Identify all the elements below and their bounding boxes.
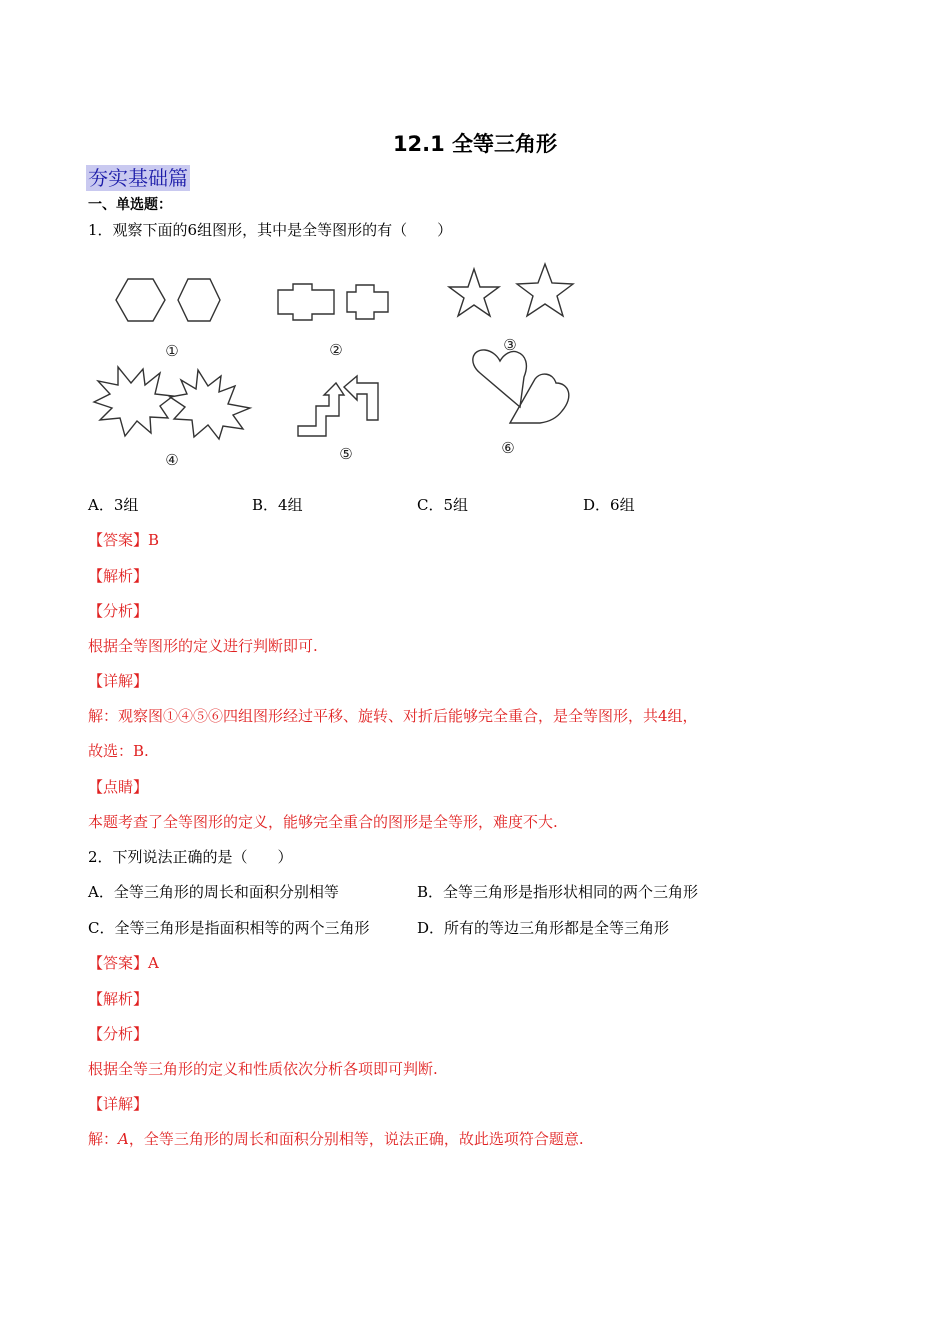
turn-arrow-shape [344,376,378,420]
q1-jiexi: 【解析】 [88,567,149,585]
hexagon-shape [178,279,220,321]
q2-option-letter: A [118,1130,129,1148]
step-arrow-shape [298,383,344,436]
q1-fenxi: 【分析】 [88,602,149,620]
q2-xiangjie-body: ，全等三角形的周长和面积分别相等，说法正确，故此选项符合题意. [128,1130,584,1148]
q2-xiangjie-text [88,1128,584,1149]
q2-stem: 2．下列说法正确的是（ ） [88,848,293,866]
section-heading: 夯实基础篇 [88,166,188,190]
q1-option-b: B．4组 [252,496,303,514]
q1-option-c: C．5组 [417,496,469,514]
q2-jiexi: 【解析】 [88,990,149,1008]
figure-label: ④ [165,451,179,469]
cross-shape [347,285,388,319]
q1-dianjing-text: 本题考查了全等图形的定义，能够完全重合的图形是全等形，难度不大. [88,813,558,831]
star-shape [449,269,499,316]
q1-option-d: D．6组 [583,496,635,514]
q1-figure [88,255,588,480]
q1-fenxi-text: 根据全等图形的定义进行判断即可. [88,637,318,655]
figure-label: ⑥ [501,439,515,457]
q1-option-a: A．3组 [88,496,139,514]
hexagon-shape [116,279,165,321]
q1-dianjing: 【点睛】 [88,778,149,796]
star-shape [517,264,573,316]
cross-shape [278,284,334,320]
burst-shape [94,367,173,436]
q2-xiangjie: 【详解】 [88,1095,149,1113]
q2-option-b: B．全等三角形是指形状相同的两个三角形 [417,883,699,901]
figure-label: ⑤ [339,445,353,463]
q2-fenxi-text: 根据全等三角形的定义和性质依次分析各项即可判断. [88,1060,438,1078]
q2-option-a: A．全等三角形的周长和面积分别相等 [88,883,339,901]
q1-xiangjie-line2: 故选：B. [88,742,149,760]
q2-answer: 【答案】A [88,954,159,972]
heart-shape [473,350,527,407]
part-heading: 一、单选题： [88,197,172,213]
burst-shape [170,370,250,439]
q1-answer: 【答案】B [88,531,160,549]
q2-fenxi: 【分析】 [88,1025,149,1043]
heart-shape [510,374,569,423]
page-title: 12.1 全等三角形 [392,132,558,156]
figure-label: ② [329,341,343,359]
q1-stem: 1．观察下面的6组图形，其中是全等图形的有（ ） [88,221,453,239]
figure-label: ① [165,342,179,360]
q2-xiangjie-prefix: 解： [88,1130,119,1148]
q2-option-d: D．所有的等边三角形都是全等三角形 [417,919,670,937]
q2-option-c: C．全等三角形是指面积相等的两个三角形 [88,919,370,937]
q1-xiangjie-line1: 解：观察图①④⑤⑥四组图形经过平移、旋转、对折后能够完全重合，是全等图形，共4组， [88,707,698,725]
figure-label: ③ [503,336,517,354]
q1-xiangjie: 【详解】 [88,672,149,690]
